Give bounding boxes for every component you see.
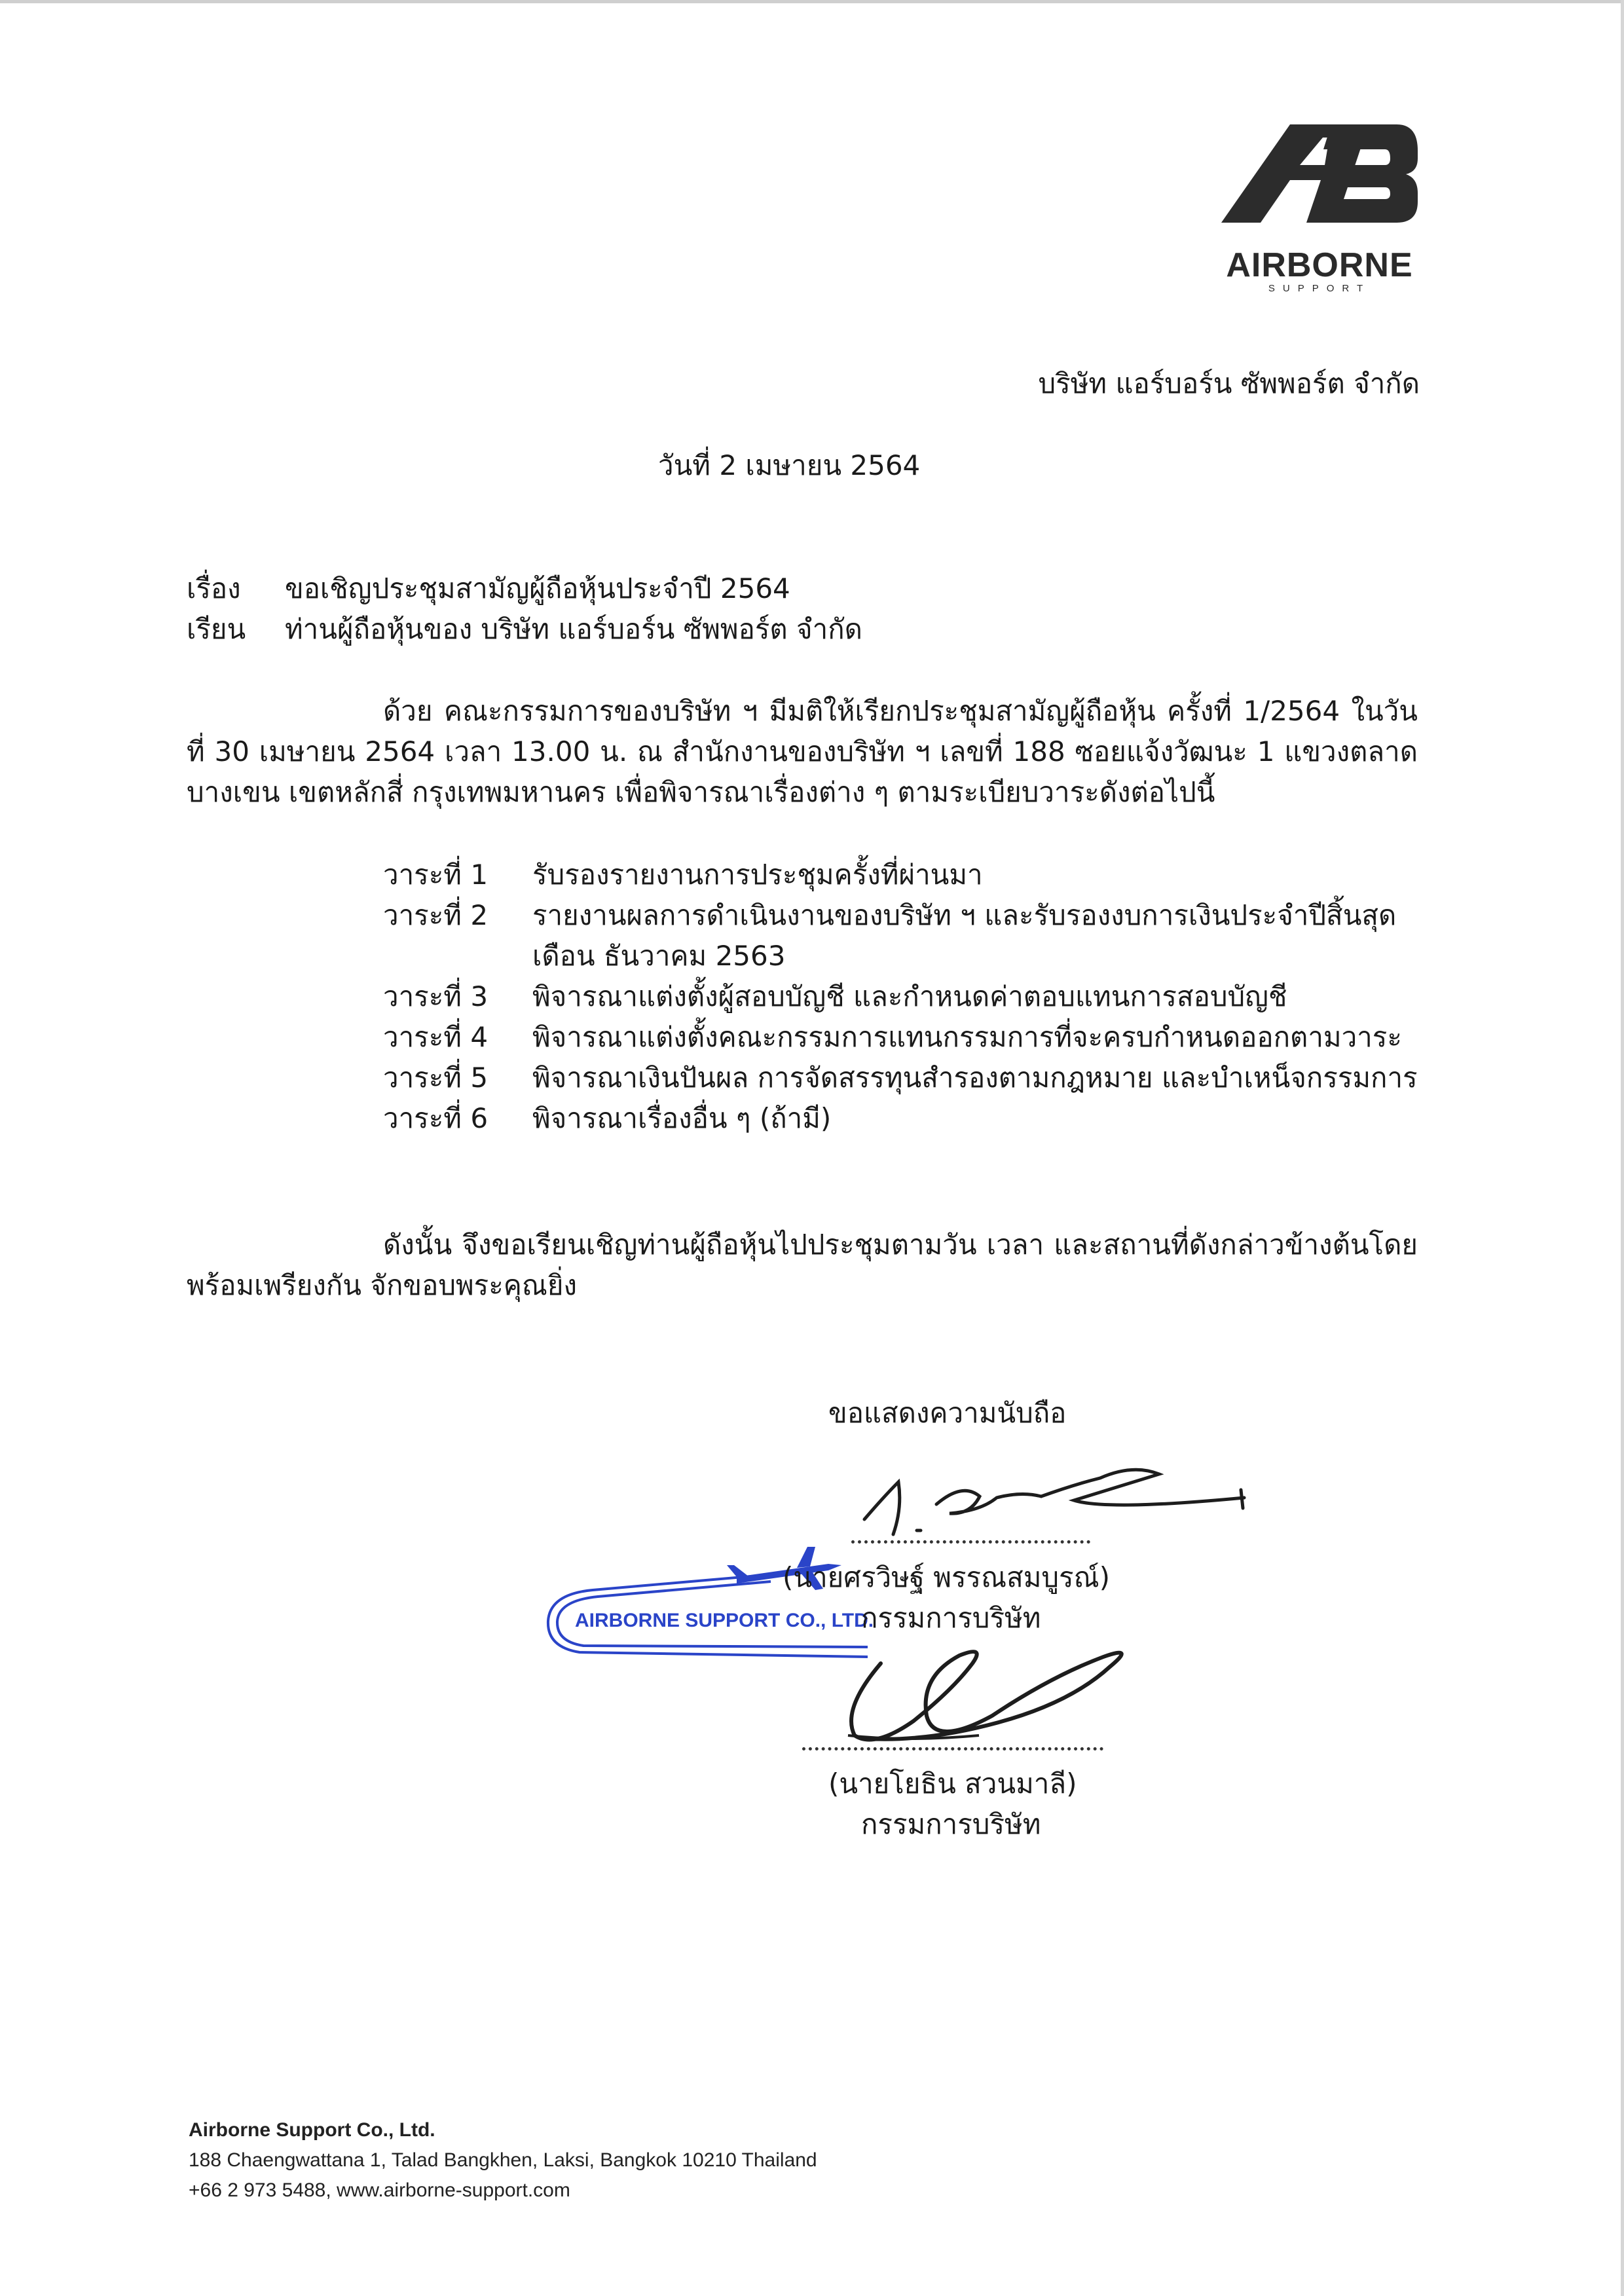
logo-wordmark: AIRBORNE xyxy=(1226,246,1413,284)
agenda-item xyxy=(383,1098,1418,1139)
footer-company: Airborne Support Co., Ltd. xyxy=(189,2119,435,2141)
subject-label: เรื่อง xyxy=(187,572,241,604)
signatory-1-name: (นายศรวิษฐ์ พรรณสมบูรณ์) xyxy=(783,1561,1110,1593)
recipient-text: ท่านผู้ถือหุ้นของ บริษัท แอร์บอร์น ซัพพอร์ต จำกัด xyxy=(285,613,862,645)
agenda-text: รับรองรายงานการประชุมครั้งที่ผ่านมา xyxy=(532,859,983,891)
closing-salutation: ขอแสดงความนับถือ xyxy=(828,1397,1067,1429)
page-edge-top xyxy=(0,0,1624,3)
signature-line-2 xyxy=(802,1747,1103,1750)
signature-1-icon xyxy=(825,1457,1251,1546)
page-edge-right xyxy=(1621,0,1624,2296)
signature-line-1 xyxy=(851,1540,1090,1544)
agenda-text: พิจารณาเงินปันผล การจัดสรรทุนสำรองตามกฎหมาย และบำเหน็จกรรมการ xyxy=(532,1062,1418,1094)
agenda-number: วาระที่ 1 xyxy=(383,859,489,891)
footer-contact: +66 2 973 5488, www.airborne-support.com xyxy=(189,2179,570,2201)
agenda-number: วาระที่ 6 xyxy=(383,1102,489,1134)
intro-paragraph: ด้วย คณะกรรมการของบริษัท ฯ มีมติให้เรียกประชุมสามัญผู้ถือหุ้น ครั้งที่ 1/2564 ในวันที่ 30 เมษายน 2564 เวลา 13.00 น. ณ สำนักงานของบริษัท ฯ เลขที่ 188 ซอยแจ้งวัฒนะ 1 แขวงตลาดบางเขน เขตหลักสี่ กรุงเทพมหานคร เพื่อพิจารณาเรื่องต่าง ๆ ตามระเบียบวาระดังต่อไปนี้ xyxy=(187,695,1418,808)
agenda-list xyxy=(383,855,1418,1139)
agenda-item xyxy=(383,1058,1418,1098)
airborne-logo xyxy=(1221,124,1418,301)
recipient-label: เรียน xyxy=(187,613,246,645)
company-name: บริษัท แอร์บอร์น ซัพพอร์ต จำกัด xyxy=(1038,367,1420,399)
footer-address: 188 Chaengwattana 1, Talad Bangkhen, Laksi, Bangkok 10210 Thailand xyxy=(189,2149,817,2171)
agenda-item xyxy=(383,976,1418,1017)
conclusion-paragraph: ดังนั้น จึงขอเรียนเชิญท่านผู้ถือหุ้นไปประชุมตามวัน เวลา และสถานที่ดังกล่าวข้างต้นโดยพร้อมเพรียงกัน จักขอบพระคุณยิ่ง xyxy=(187,1229,1418,1301)
agenda-item xyxy=(383,1017,1418,1058)
signatory-2-name: (นายโยธิน สวนมาลี) xyxy=(828,1768,1077,1800)
agenda-item xyxy=(383,855,1418,895)
signatory-1-title: กรรมการบริษัท xyxy=(861,1602,1041,1634)
agenda-text: พิจารณาแต่งตั้งผู้สอบบัญชี และกำหนดค่าตอบแทนการสอบบัญชี xyxy=(532,980,1287,1012)
agenda-number: วาระที่ 4 xyxy=(383,1021,489,1053)
agenda-number: วาระที่ 2 xyxy=(383,899,489,931)
letter-date: วันที่ 2 เมษายน 2564 xyxy=(658,449,921,481)
agenda-item xyxy=(383,895,1418,976)
agenda-text: พิจารณาเรื่องอื่น ๆ (ถ้ามี) xyxy=(532,1102,832,1134)
stamp-text: AIRBORNE SUPPORT CO., LTD. xyxy=(575,1610,874,1631)
agenda-text: รายงานผลการดำเนินงานของบริษัท ฯ และรับรองงบการเงินประจำปีสิ้นสุดเดือน ธันวาคม 2563 xyxy=(532,899,1397,972)
airborne-logo-mark-icon xyxy=(1221,124,1418,242)
agenda-number: วาระที่ 3 xyxy=(383,980,489,1012)
logo-tagline: SUPPORT xyxy=(1268,283,1371,294)
signatory-2-title: กรรมการบริษัท xyxy=(861,1808,1041,1840)
agenda-text: พิจารณาแต่งตั้งคณะกรรมการแทนกรรมการที่จะครบกำหนดออกตามวาระ xyxy=(532,1021,1402,1053)
agenda-number: วาระที่ 5 xyxy=(383,1062,489,1094)
subject-text: ขอเชิญประชุมสามัญผู้ถือหุ้นประจำปี 2564 xyxy=(285,572,790,604)
signature-2-icon xyxy=(828,1637,1130,1755)
